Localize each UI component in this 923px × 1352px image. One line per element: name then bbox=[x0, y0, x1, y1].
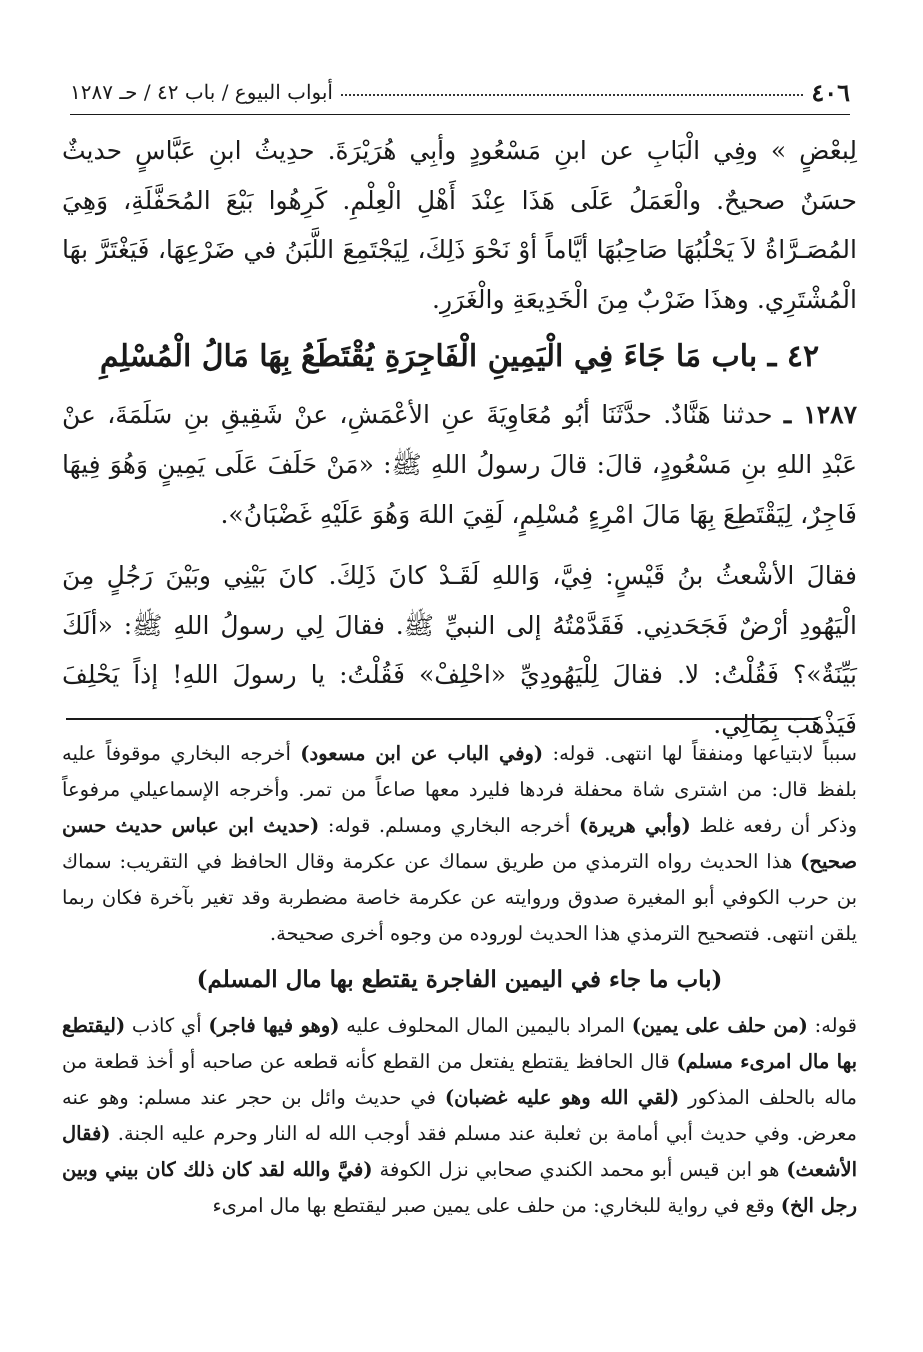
main-text bbox=[62, 126, 857, 750]
quoted-phrase: (وهو فيها فاجر) bbox=[208, 1014, 340, 1037]
commentary-text: في حديث وائل بن حجر عند مسلم: وهو عنه معرض. وفي حديث أبي أمامة بن ثعلبة عند مسلم فقد أوجب الله له النار وحرم عليه الجنة. bbox=[62, 1086, 857, 1145]
commentary-text: هو ابن قيس أبو محمد الكندي صحابي نزل الكوفة bbox=[372, 1158, 787, 1181]
hadith-text: حدثنا هَنَّادٌ. حدَّثَنَا أبُو مُعَاوِيَةَ عنِ الأعْمَشِ، عنْ شَقِيقِ بنِ سَلَمَةَ، عنْ عَبْدِ اللهِ بنِ مَسْعُودٍ، قالَ: قالَ رسولُ اللهِ ﷺ: «مَنْ حَلَفَ عَلَى يَمِينٍ وَهُوَ فِيهَا فَاجِرٌ، لِيَقْتَطِعَ بِهَا مَالَ امْرِءٍ مُسْلِمٍ، لَقِيَ اللهَ وَهُوَ عَلَيْهِ غَضْبَانُ». bbox=[62, 400, 857, 529]
footnote-divider bbox=[66, 718, 818, 720]
commentary-paragraph-1 bbox=[62, 736, 857, 952]
commentary-text: أخرجه البخاري ومسلم. قوله: bbox=[319, 814, 580, 837]
intro-paragraph: لِبعْضٍ » وفِي الْبَابِ عن ابنِ مَسْعُودٍ وأبِي هُرَيْرَةَ. حدِيثُ ابنِ عَبَّاسٍ حديثٌ حسَنٌ صحيحٌ. والْعَمَلُ عَلَى هَذَا عِنْدَ أَهْلِ الْعِلْمِ. كَرِهُوا بَيْعَ المُحَفَّلَةِ، وَهِيَ المُصَـرَّاةُ لاَ يَحْلُبُهَا صَاحِبُهَا أيَّاماً أوْ نَحْوَ ذَلِكَ، لِيَجْتَمِعَ اللَّبَنُ في ضَرْعِهَا، فَيَغْتَرَّ بهَا الْمُشْتَرِي. وهذَا ضَرْبٌ مِنَ الْخَدِيعَةِ والْغَرَرِ. bbox=[62, 136, 857, 314]
running-title: أبواب البيوع / باب ٤٢ / حـ ١٢٨٧ bbox=[70, 80, 333, 104]
quoted-phrase: (فقال الأشعث) bbox=[62, 1122, 857, 1181]
commentary-text: أي كاذب bbox=[125, 1014, 209, 1037]
commentary-text: هذا الحديث رواه الترمذي من طريق سماك عن عكرمة وقال الحافظ في التقريب: سماك بن حرب الكوفي أبو المغيرة صدوق وروايته عن عكرمة خاصة مضطربة وقد تغير بآخرة فكان ربما يلقن انتهى. فتصحيح الترمذي هذا الحديث لوروده من وجوه أخرى صحيحة. bbox=[62, 850, 857, 945]
commentary-text: وقع في رواية للبخاري: من حلف على يمين صبر ليقتطع بها مال امرىء bbox=[212, 1194, 781, 1217]
commentary-text: قال الحافظ يقتطع يفتعل من القطع كأنه قطعه عن صاحبه أو أخذ قطعة من ماله بالحلف المذكور bbox=[62, 1050, 857, 1109]
running-header bbox=[70, 70, 850, 115]
commentary-text: المراد باليمين المال المحلوف عليه bbox=[339, 1014, 632, 1037]
quoted-phrase: (ليقتطع بها مال امرىء مسلم) bbox=[62, 1014, 857, 1073]
quoted-phrase: (وفي الباب عن ابن مسعود) bbox=[300, 742, 544, 765]
commentary-text: قوله: bbox=[807, 1014, 858, 1037]
chapter-title: ٤٢ ـ باب مَا جَاءَ فِي الْيَمِينِ الْفَاجِرَةِ يُقْتَطَعُ بِهَا مَالُ الْمُسْلِمِ bbox=[99, 339, 820, 375]
header-leader-dots bbox=[341, 94, 803, 96]
hadith-number: ١٢٨٧ ـ bbox=[783, 400, 857, 430]
quoted-phrase: (لقي الله وهو عليه غضبان) bbox=[444, 1086, 680, 1109]
quoted-phrase: (حديث ابن عباس حديث حسن صحيح) bbox=[62, 814, 857, 873]
hadith-continuation: فقالَ الأشْعثُ بنُ قَيْسٍ: فِيَّ، وَاللهِ لَقَـدْ كانَ ذَلِكَ. كانَ بَيْنِي وبَيْنَ رَجُلٍ مِنَ الْيَهُودِ أرْضٌ فَجَحَدنِي. فَقَدَّمْتُهُ إلى النبيِّ ﷺ. فقالَ لِي رسولُ اللهِ ﷺ: «ألَكَ بَيِّنَةٌ»؟ فَقُلْتُ: لا. فقالَ لِلْيَهُودِيِّ «احْلِفْ» فَقُلْتُ: يا رسولَ اللهِ! إذاً يَحْلِفَ فَيَذْهَبَ بِمَالِي. bbox=[62, 561, 857, 739]
commentary bbox=[62, 736, 857, 1224]
hadith-paragraph bbox=[62, 390, 857, 539]
commentary-paragraph-2 bbox=[62, 1008, 857, 1224]
quoted-phrase: (وأبي هريرة) bbox=[579, 814, 691, 837]
quoted-phrase: (من حلف على يمين) bbox=[631, 1014, 808, 1037]
quoted-phrase: (فيَّ والله لقد كان ذلك كان بيني وبين رجل الخ) bbox=[62, 1158, 857, 1217]
commentary-text: أخرجه البخاري موقوفاً عليه بلفظ قال: من اشترى شاة محفلة فردها فليرد معها صاعاً من تمر. وأخرجه الإسماعيلي مرفوعاً وذكر أن رفعه غلط bbox=[62, 742, 857, 837]
commentary-text: سبباً لابتياعها ومنفقاً لها انتهى. قوله: bbox=[543, 742, 857, 765]
commentary-bab-heading: (باب ما جاء في اليمين الفاجرة يقتطع بها مال المسلم) bbox=[196, 966, 723, 993]
page-number: ٤٠٦ bbox=[811, 77, 850, 107]
